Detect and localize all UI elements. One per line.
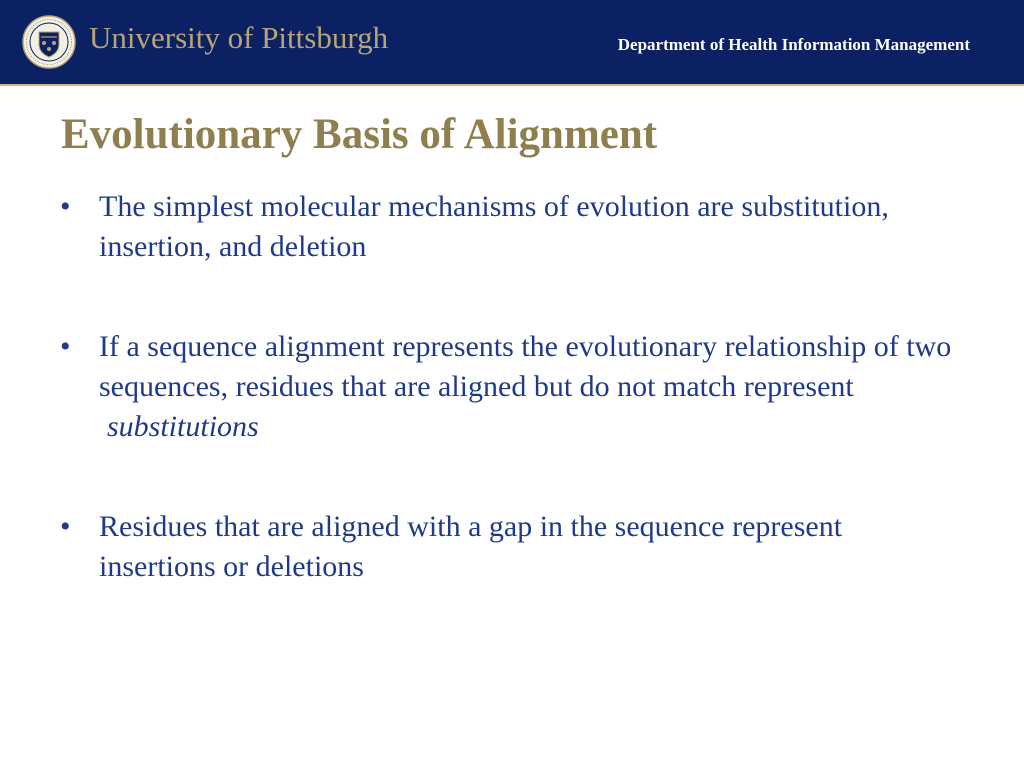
university-seal-icon — [22, 15, 76, 69]
slide-title: Evolutionary Basis of Alignment — [61, 111, 658, 158]
bullet-dot-icon: • — [60, 190, 71, 223]
emphasized-term: substitutions — [107, 410, 259, 443]
university-wordmark: University of Pittsburgh — [89, 20, 389, 55]
bullet-item — [60, 507, 960, 587]
bullet-text: If a sequence alignment represents the evolutionary relationship of two sequences, residues that are aligned but do not match represent — [99, 330, 952, 403]
department-name: Department of Health Information Management — [617, 35, 970, 54]
bullet-item — [60, 327, 960, 447]
bullet-dot-icon: • — [60, 330, 71, 363]
bullet-text: Residues that are aligned with a gap in the sequence represent insertions or deletions — [99, 510, 843, 583]
bullet-dot-icon: • — [60, 510, 71, 543]
bullet-list — [60, 187, 960, 647]
header-bar — [0, 0, 1024, 86]
bullet-text: The simplest molecular mechanisms of evolution are substitution, insertion, and deletion — [99, 190, 889, 263]
bullet-item — [60, 187, 960, 267]
